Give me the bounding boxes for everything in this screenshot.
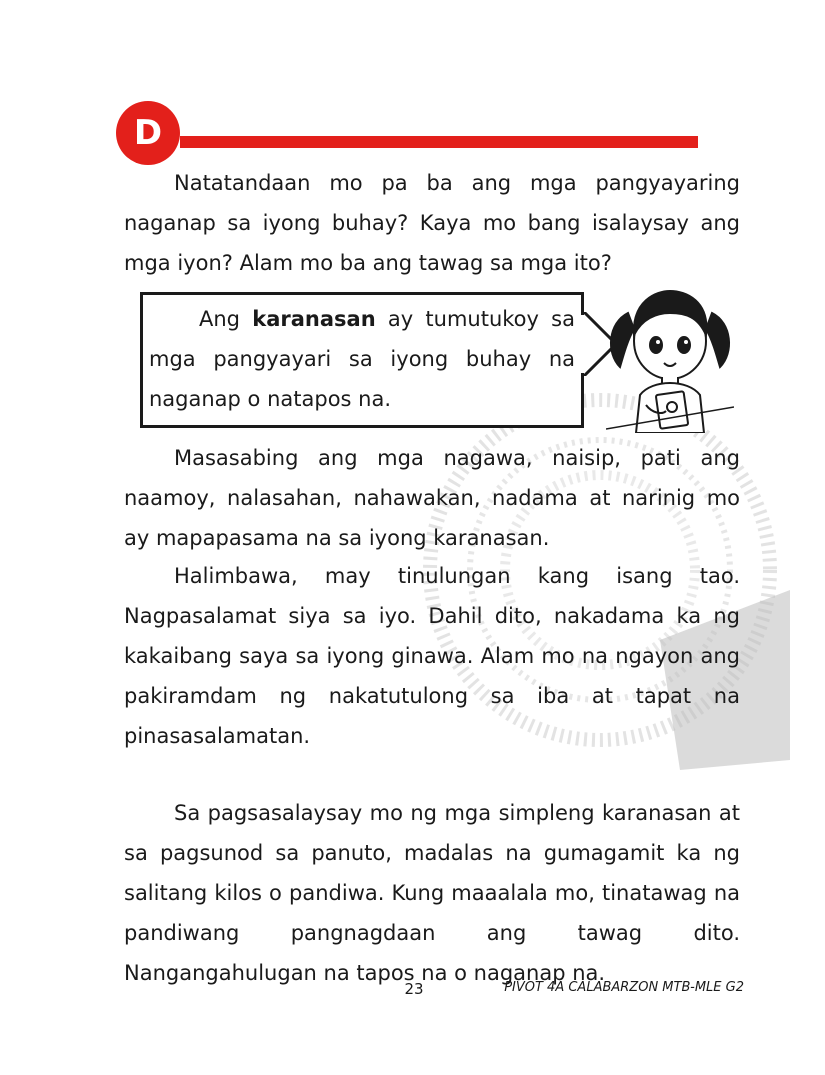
definition-lead: Ang bbox=[199, 307, 241, 331]
section-badge bbox=[116, 101, 180, 165]
paragraph-senses: Masasabing ang mga nagawa, naisip, pati ang naamoy, nalasahan, nahawakan, nadama at narinig mo ay mapapasama na sa iyong karanasan. bbox=[124, 446, 740, 550]
definition-text bbox=[149, 299, 575, 419]
paragraph-example: Halimbawa, may tinulungan kang isang tao. Nagpasalamat siya sa iyo. Dahil dito, nakadama ka ng kakaibang saya sa iyong ginawa. Alam mo na ngayon ang pakiramdam ng nakatutulong sa iba at tapat na pinasasalamatan. bbox=[124, 564, 740, 748]
footer-title: PIVOT 4A CALABARZON MTB-MLE G2 bbox=[504, 980, 744, 995]
girl-reading-icon bbox=[606, 283, 734, 433]
section-rule bbox=[180, 136, 698, 148]
paragraph-verbs: Sa pagsasalaysay mo ng mga simpleng karanasan at sa pagsunod sa panuto, madalas na gumagamit ka ng salitang kilos o pandiwa. Kung maaalala mo, tinatawag na pandiwang pangnagdaan ang tawag dito. Nangangahulugan na tapos na o naganap na. bbox=[124, 801, 740, 985]
definition-term: karanasan bbox=[252, 307, 376, 331]
page-number: 23 bbox=[404, 980, 424, 998]
intro-paragraph: Natatandaan mo pa ba ang mga pangyayaring naganap sa iyong buhay? Kaya mo bang isalaysay ang mga iyon? Alam mo ba ang tawag sa mga ito? bbox=[124, 171, 740, 275]
definition-rest: ay tumutukoy sa mga pangyayari sa iyong buhay na naganap o natapos na. bbox=[149, 307, 575, 411]
section-letter: D bbox=[133, 113, 163, 153]
definition-box bbox=[140, 292, 584, 428]
